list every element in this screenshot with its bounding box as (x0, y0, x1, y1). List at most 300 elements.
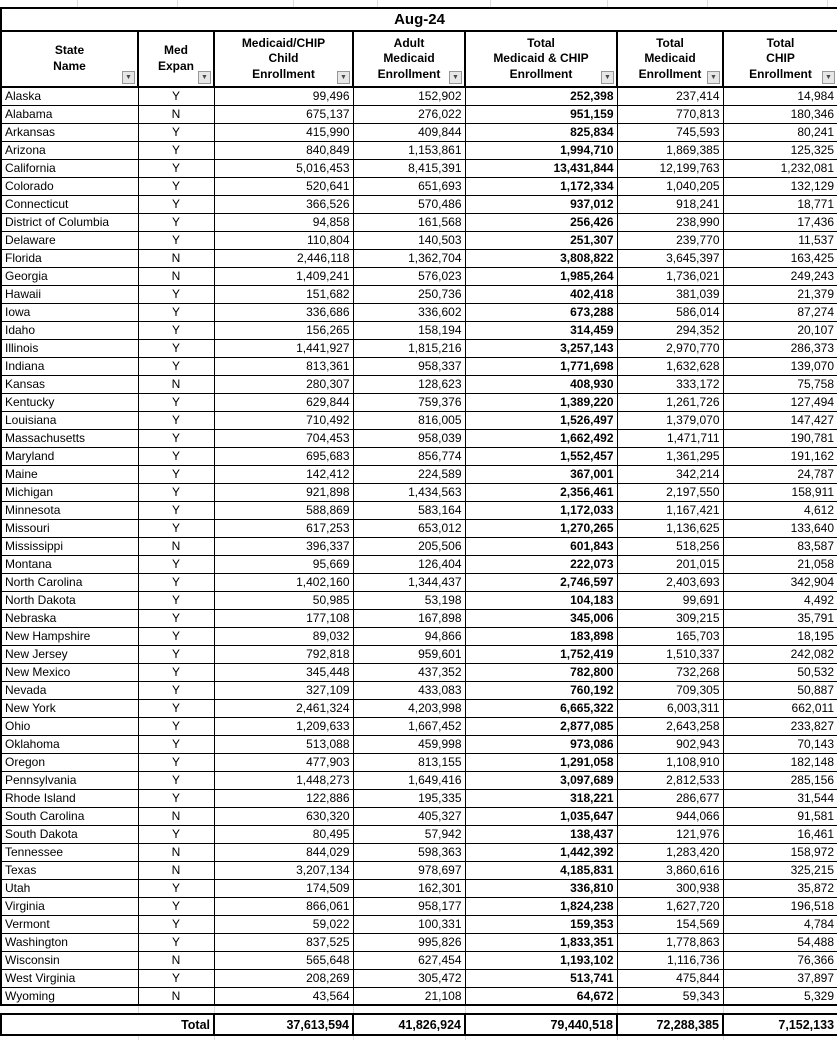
child-enrollment-cell: 1,441,927 (214, 339, 353, 357)
table-row (1, 321, 837, 339)
child-enrollment-cell: 2,446,118 (214, 249, 353, 267)
total-medicaid-chip-cell: 601,843 (465, 537, 617, 555)
state-name-cell: New Hampshire (1, 627, 138, 645)
adult-medicaid-cell: 1,344,437 (353, 573, 465, 591)
adult-medicaid-cell: 336,602 (353, 303, 465, 321)
adult-medicaid-cell: 1,649,416 (353, 771, 465, 789)
state-name-cell: Wyoming (1, 987, 138, 1005)
table-row (1, 447, 837, 465)
child-enrollment-cell: 366,526 (214, 195, 353, 213)
state-name-cell: Georgia (1, 267, 138, 285)
state-name-cell: New Mexico (1, 663, 138, 681)
total-medicaid-cell: 1,627,720 (617, 897, 723, 915)
spacer-cell (617, 1005, 723, 1014)
total-medicaid-cell: 2,970,770 (617, 339, 723, 357)
total-medicaid-chip-cell: 64,672 (465, 987, 617, 1005)
total-medicaid-chip-cell: 318,221 (465, 789, 617, 807)
total-medicaid-cell: 1,040,205 (617, 177, 723, 195)
med-expan-cell: Y (138, 357, 214, 375)
total-chip-cell: 50,887 (723, 681, 837, 699)
adult-medicaid-cell: 140,503 (353, 231, 465, 249)
spacer-cell (723, 1035, 837, 1040)
med-expan-cell: Y (138, 411, 214, 429)
med-expan-cell: Y (138, 339, 214, 357)
total-medicaid-chip-cell: 1,035,647 (465, 807, 617, 825)
adult-medicaid-cell: 598,363 (353, 843, 465, 861)
state-name-cell: South Dakota (1, 825, 138, 843)
table-row (1, 519, 837, 537)
state-name-cell: Tennessee (1, 843, 138, 861)
total-chip-cell: 4,492 (723, 591, 837, 609)
child-enrollment-cell: 1,448,273 (214, 771, 353, 789)
column-header-total-chip-enrollment (723, 31, 837, 87)
child-enrollment-cell: 813,361 (214, 357, 353, 375)
total-medicaid-cell: 294,352 (617, 321, 723, 339)
spacer-cell (465, 1005, 617, 1014)
state-name-cell: North Carolina (1, 573, 138, 591)
table-row (1, 717, 837, 735)
child-enrollment-cell: 844,029 (214, 843, 353, 861)
med-expan-cell: Y (138, 321, 214, 339)
column-header-line: State (54, 43, 85, 58)
child-enrollment-cell: 396,337 (214, 537, 353, 555)
table-row (1, 339, 837, 357)
child-enrollment-cell: 208,269 (214, 969, 353, 987)
total-chip-cell: 75,758 (723, 375, 837, 393)
total-chip-cell: 91,581 (723, 807, 837, 825)
total-chip-cell: 242,082 (723, 645, 837, 663)
table-row (1, 645, 837, 663)
total-chip-cell: 16,461 (723, 825, 837, 843)
adult-medicaid-cell: 53,198 (353, 591, 465, 609)
column-header-total-medicaid-chip-enrollment (465, 31, 617, 87)
total-medicaid-cell: 1,108,910 (617, 753, 723, 771)
adult-medicaid-cell: 195,335 (353, 789, 465, 807)
med-expan-cell: Y (138, 177, 214, 195)
total-child-enrollment: 37,613,594 (214, 1014, 353, 1035)
total-medicaid-cell: 2,643,258 (617, 717, 723, 735)
adult-medicaid-cell: 1,815,216 (353, 339, 465, 357)
column-header-line: Total (766, 35, 795, 50)
total-medicaid-chip-cell: 252,398 (465, 87, 617, 105)
total-medicaid-chip-cell: 760,192 (465, 681, 617, 699)
child-enrollment-cell: 110,804 (214, 231, 353, 249)
total-medicaid-cell: 6,003,311 (617, 699, 723, 717)
child-enrollment-cell: 630,320 (214, 807, 353, 825)
med-expan-cell: Y (138, 555, 214, 573)
med-expan-cell: Y (138, 303, 214, 321)
column-header-med-expan (138, 31, 214, 87)
adult-medicaid-cell: 1,667,452 (353, 717, 465, 735)
total-medicaid-cell: 1,471,711 (617, 429, 723, 447)
table-row (1, 771, 837, 789)
state-name-cell: Virginia (1, 897, 138, 915)
total-chip: 7,152,133 (723, 1014, 837, 1035)
total-chip-cell: 17,436 (723, 213, 837, 231)
table-row (1, 555, 837, 573)
total-medicaid-chip-cell: 367,001 (465, 465, 617, 483)
filter-dropdown-icon[interactable]: ▼ (601, 71, 614, 84)
child-enrollment-cell: 80,495 (214, 825, 353, 843)
total-medicaid-cell: 918,241 (617, 195, 723, 213)
total-chip-cell: 125,325 (723, 141, 837, 159)
med-expan-cell: N (138, 105, 214, 123)
total-medicaid-chip-cell: 1,442,392 (465, 843, 617, 861)
med-expan-cell: N (138, 951, 214, 969)
adult-medicaid-cell: 433,083 (353, 681, 465, 699)
column-header-line: Name (53, 59, 86, 73)
state-name-cell: Louisiana (1, 411, 138, 429)
title-row (1, 8, 837, 31)
adult-medicaid-cell: 958,337 (353, 357, 465, 375)
med-expan-cell: N (138, 537, 214, 555)
total-chip-cell: 147,427 (723, 411, 837, 429)
table-row (1, 699, 837, 717)
med-expan-cell: Y (138, 159, 214, 177)
child-enrollment-cell: 177,108 (214, 609, 353, 627)
total-chip-cell: 233,827 (723, 717, 837, 735)
total-chip-cell: 31,544 (723, 789, 837, 807)
child-enrollment-cell: 156,265 (214, 321, 353, 339)
table-row (1, 537, 837, 555)
total-medicaid-chip-cell: 222,073 (465, 555, 617, 573)
state-name-cell: Utah (1, 879, 138, 897)
total-medicaid-cell: 1,379,070 (617, 411, 723, 429)
med-expan-cell: Y (138, 627, 214, 645)
child-enrollment-cell: 520,641 (214, 177, 353, 195)
adult-medicaid-cell: 128,623 (353, 375, 465, 393)
spacer-row (1, 1035, 837, 1040)
state-name-cell: Maryland (1, 447, 138, 465)
total-medicaid-cell: 1,510,337 (617, 645, 723, 663)
adult-medicaid-cell: 167,898 (353, 609, 465, 627)
total-chip-cell: 54,488 (723, 933, 837, 951)
total-medicaid-chip-cell: 345,006 (465, 609, 617, 627)
column-header-total-medicaid-enrollment (617, 31, 723, 87)
child-enrollment-cell: 866,061 (214, 897, 353, 915)
adult-medicaid-cell: 437,352 (353, 663, 465, 681)
total-medicaid-chip-cell: 1,771,698 (465, 357, 617, 375)
top-gridline-strip (0, 0, 837, 7)
med-expan-cell: Y (138, 123, 214, 141)
total-medicaid-cell: 944,066 (617, 807, 723, 825)
spacer-cell (617, 1035, 723, 1040)
med-expan-cell: N (138, 843, 214, 861)
total-medicaid-cell: 732,268 (617, 663, 723, 681)
total-medicaid-chip-cell: 336,810 (465, 879, 617, 897)
child-enrollment-cell: 89,032 (214, 627, 353, 645)
spacer-cell (214, 1035, 353, 1040)
filter-dropdown-icon[interactable]: ▼ (449, 71, 462, 84)
child-enrollment-cell: 43,564 (214, 987, 353, 1005)
total-medicaid-cell: 12,199,763 (617, 159, 723, 177)
total-medicaid-cell: 586,014 (617, 303, 723, 321)
total-chip-cell: 35,872 (723, 879, 837, 897)
spacer-cell (138, 1035, 214, 1040)
total-medicaid-chip-cell: 1,824,238 (465, 897, 617, 915)
child-enrollment-cell: 629,844 (214, 393, 353, 411)
state-name-cell: Arizona (1, 141, 138, 159)
spacer-cell (214, 1005, 353, 1014)
adult-medicaid-cell: 978,697 (353, 861, 465, 879)
column-header-line: Med (164, 43, 188, 58)
state-name-cell: Maine (1, 465, 138, 483)
total-medicaid-chip-cell: 1,833,351 (465, 933, 617, 951)
adult-medicaid-cell: 158,194 (353, 321, 465, 339)
state-name-cell: Oklahoma (1, 735, 138, 753)
table-row (1, 735, 837, 753)
med-expan-cell: Y (138, 285, 214, 303)
child-enrollment-cell: 921,898 (214, 483, 353, 501)
total-chip-cell: 87,274 (723, 303, 837, 321)
sheet-title: Aug-24 (1, 8, 837, 31)
state-name-cell: District of Columbia (1, 213, 138, 231)
table-row (1, 933, 837, 951)
state-name-cell: Oregon (1, 753, 138, 771)
total-medicaid-cell: 1,361,295 (617, 447, 723, 465)
state-name-cell: Kansas (1, 375, 138, 393)
total-medicaid-chip-cell: 1,662,492 (465, 429, 617, 447)
total-chip-cell: 190,781 (723, 429, 837, 447)
total-chip-cell: 50,532 (723, 663, 837, 681)
table-row (1, 789, 837, 807)
adult-medicaid-cell: 958,177 (353, 897, 465, 915)
med-expan-cell: Y (138, 609, 214, 627)
child-enrollment-cell: 837,525 (214, 933, 353, 951)
total-chip-cell: 37,897 (723, 969, 837, 987)
med-expan-cell: N (138, 249, 214, 267)
table-row (1, 465, 837, 483)
filter-dropdown-icon[interactable]: ▼ (822, 71, 835, 84)
med-expan-cell: Y (138, 663, 214, 681)
total-medicaid-chip-cell: 159,353 (465, 915, 617, 933)
total-medicaid-chip-cell: 1,193,102 (465, 951, 617, 969)
total-chip-cell: 196,518 (723, 897, 837, 915)
spacer-cell (138, 1005, 214, 1014)
total-medicaid-cell: 3,645,397 (617, 249, 723, 267)
state-name-cell: New Jersey (1, 645, 138, 663)
table-row (1, 375, 837, 393)
total-chip-cell: 18,771 (723, 195, 837, 213)
filter-dropdown-icon[interactable]: ▼ (707, 71, 720, 84)
med-expan-cell: Y (138, 141, 214, 159)
table-row (1, 177, 837, 195)
table-row (1, 825, 837, 843)
adult-medicaid-cell: 224,589 (353, 465, 465, 483)
table-row (1, 303, 837, 321)
child-enrollment-cell: 94,858 (214, 213, 353, 231)
adult-medicaid-cell: 162,301 (353, 879, 465, 897)
spacer-cell (1, 1005, 138, 1014)
med-expan-cell: Y (138, 681, 214, 699)
total-medicaid-chip-cell: 3,808,822 (465, 249, 617, 267)
state-name-cell: Illinois (1, 339, 138, 357)
total-medicaid-chip-cell: 2,356,461 (465, 483, 617, 501)
column-header-line: Medicaid & CHIP (493, 51, 589, 66)
state-name-cell: Michigan (1, 483, 138, 501)
table-row (1, 879, 837, 897)
column-header-line: Medicaid (383, 51, 435, 66)
total-medicaid-chip-cell: 1,389,220 (465, 393, 617, 411)
table-row (1, 483, 837, 501)
total-chip-cell: 5,329 (723, 987, 837, 1005)
med-expan-cell: Y (138, 969, 214, 987)
table-row (1, 357, 837, 375)
total-medicaid-cell: 237,414 (617, 87, 723, 105)
med-expan-cell: Y (138, 213, 214, 231)
adult-medicaid-cell: 305,472 (353, 969, 465, 987)
med-expan-cell: Y (138, 393, 214, 411)
total-medicaid-cell: 342,214 (617, 465, 723, 483)
table-row (1, 141, 837, 159)
child-enrollment-cell: 840,849 (214, 141, 353, 159)
med-expan-cell: Y (138, 195, 214, 213)
table-row (1, 267, 837, 285)
filter-dropdown-icon[interactable]: ▼ (198, 71, 211, 84)
total-adult-medicaid: 41,826,924 (353, 1014, 465, 1035)
adult-medicaid-cell: 653,012 (353, 519, 465, 537)
adult-medicaid-cell: 126,404 (353, 555, 465, 573)
med-expan-cell: Y (138, 447, 214, 465)
state-name-cell: West Virginia (1, 969, 138, 987)
state-name-cell: Delaware (1, 231, 138, 249)
total-medicaid-chip-cell: 256,426 (465, 213, 617, 231)
total-medicaid-chip-cell: 138,437 (465, 825, 617, 843)
total-row (1, 1014, 837, 1035)
state-name-cell: Wisconsin (1, 951, 138, 969)
adult-medicaid-cell: 627,454 (353, 951, 465, 969)
adult-medicaid-cell: 8,415,391 (353, 159, 465, 177)
child-enrollment-cell: 99,496 (214, 87, 353, 105)
adult-medicaid-cell: 4,203,998 (353, 699, 465, 717)
table-row (1, 231, 837, 249)
child-enrollment-cell: 617,253 (214, 519, 353, 537)
state-name-cell: Nebraska (1, 609, 138, 627)
total-chip-cell: 133,640 (723, 519, 837, 537)
total-medicaid-cell: 300,938 (617, 879, 723, 897)
total-medicaid-chip-cell: 251,307 (465, 231, 617, 249)
med-expan-cell: N (138, 861, 214, 879)
total-medicaid-chip-cell: 673,288 (465, 303, 617, 321)
med-expan-cell: Y (138, 231, 214, 249)
total-medicaid-cell: 902,943 (617, 735, 723, 753)
total-medicaid-chip-cell: 1,172,334 (465, 177, 617, 195)
adult-medicaid-cell: 583,164 (353, 501, 465, 519)
state-name-cell: Connecticut (1, 195, 138, 213)
med-expan-cell: N (138, 267, 214, 285)
state-name-cell: Alaska (1, 87, 138, 105)
total-chip-cell: 20,107 (723, 321, 837, 339)
total-medicaid-chip-cell: 314,459 (465, 321, 617, 339)
table-row (1, 897, 837, 915)
total-chip-cell: 158,911 (723, 483, 837, 501)
total-chip-cell: 35,791 (723, 609, 837, 627)
table-row (1, 861, 837, 879)
column-header-line: Expan (157, 59, 194, 73)
total-medicaid-chip-cell: 3,257,143 (465, 339, 617, 357)
total-medicaid-chip-cell: 183,898 (465, 627, 617, 645)
med-expan-cell: Y (138, 933, 214, 951)
total-medicaid-chip-cell: 1,172,033 (465, 501, 617, 519)
state-name-cell: Alabama (1, 105, 138, 123)
table-row (1, 591, 837, 609)
total-medicaid-cell: 1,736,021 (617, 267, 723, 285)
adult-medicaid-cell: 958,039 (353, 429, 465, 447)
total-medicaid-cell: 238,990 (617, 213, 723, 231)
table-row (1, 213, 837, 231)
child-enrollment-cell: 50,985 (214, 591, 353, 609)
med-expan-cell: Y (138, 483, 214, 501)
state-name-cell: Colorado (1, 177, 138, 195)
adult-medicaid-cell: 576,023 (353, 267, 465, 285)
adult-medicaid-cell: 959,601 (353, 645, 465, 663)
total-chip-cell: 191,162 (723, 447, 837, 465)
child-enrollment-cell: 59,022 (214, 915, 353, 933)
state-name-cell: Indiana (1, 357, 138, 375)
child-enrollment-cell: 695,683 (214, 447, 353, 465)
adult-medicaid-cell: 94,866 (353, 627, 465, 645)
child-enrollment-cell: 151,682 (214, 285, 353, 303)
total-medicaid-chip-cell: 408,930 (465, 375, 617, 393)
adult-medicaid-cell: 100,331 (353, 915, 465, 933)
med-expan-cell: N (138, 807, 214, 825)
total-medicaid-chip-cell: 951,159 (465, 105, 617, 123)
table-row (1, 843, 837, 861)
total-chip-cell: 14,984 (723, 87, 837, 105)
spacer-cell (1, 1035, 138, 1040)
total-medicaid-chip-cell: 13,431,844 (465, 159, 617, 177)
adult-medicaid-cell: 405,327 (353, 807, 465, 825)
adult-medicaid-cell: 1,153,861 (353, 141, 465, 159)
total-medicaid-chip-cell: 1,270,265 (465, 519, 617, 537)
total-medicaid-cell: 1,869,385 (617, 141, 723, 159)
total-chip-cell: 1,232,081 (723, 159, 837, 177)
total-medicaid-chip-cell: 1,526,497 (465, 411, 617, 429)
child-enrollment-cell: 415,990 (214, 123, 353, 141)
med-expan-cell: Y (138, 825, 214, 843)
total-chip-cell: 18,195 (723, 627, 837, 645)
adult-medicaid-cell: 276,022 (353, 105, 465, 123)
med-expan-cell: Y (138, 699, 214, 717)
state-name-cell: Florida (1, 249, 138, 267)
filter-dropdown-icon[interactable]: ▼ (337, 71, 350, 84)
total-chip-cell: 325,215 (723, 861, 837, 879)
adult-medicaid-cell: 250,736 (353, 285, 465, 303)
child-enrollment-cell: 565,648 (214, 951, 353, 969)
table-row (1, 915, 837, 933)
child-enrollment-cell: 588,869 (214, 501, 353, 519)
adult-medicaid-cell: 1,362,704 (353, 249, 465, 267)
child-enrollment-cell: 710,492 (214, 411, 353, 429)
child-enrollment-cell: 704,453 (214, 429, 353, 447)
med-expan-cell: Y (138, 429, 214, 447)
table-row (1, 393, 837, 411)
filter-dropdown-icon[interactable]: ▼ (122, 71, 135, 84)
table-row (1, 573, 837, 591)
adult-medicaid-cell: 57,942 (353, 825, 465, 843)
column-header-state-name (1, 31, 138, 87)
column-header-line: Child (268, 51, 299, 66)
child-enrollment-cell: 174,509 (214, 879, 353, 897)
total-chip-cell: 249,243 (723, 267, 837, 285)
child-enrollment-cell: 345,448 (214, 663, 353, 681)
state-name-cell: New York (1, 699, 138, 717)
table-row (1, 681, 837, 699)
total-chip-cell: 70,143 (723, 735, 837, 753)
med-expan-cell: Y (138, 753, 214, 771)
table-row (1, 429, 837, 447)
table-row (1, 501, 837, 519)
